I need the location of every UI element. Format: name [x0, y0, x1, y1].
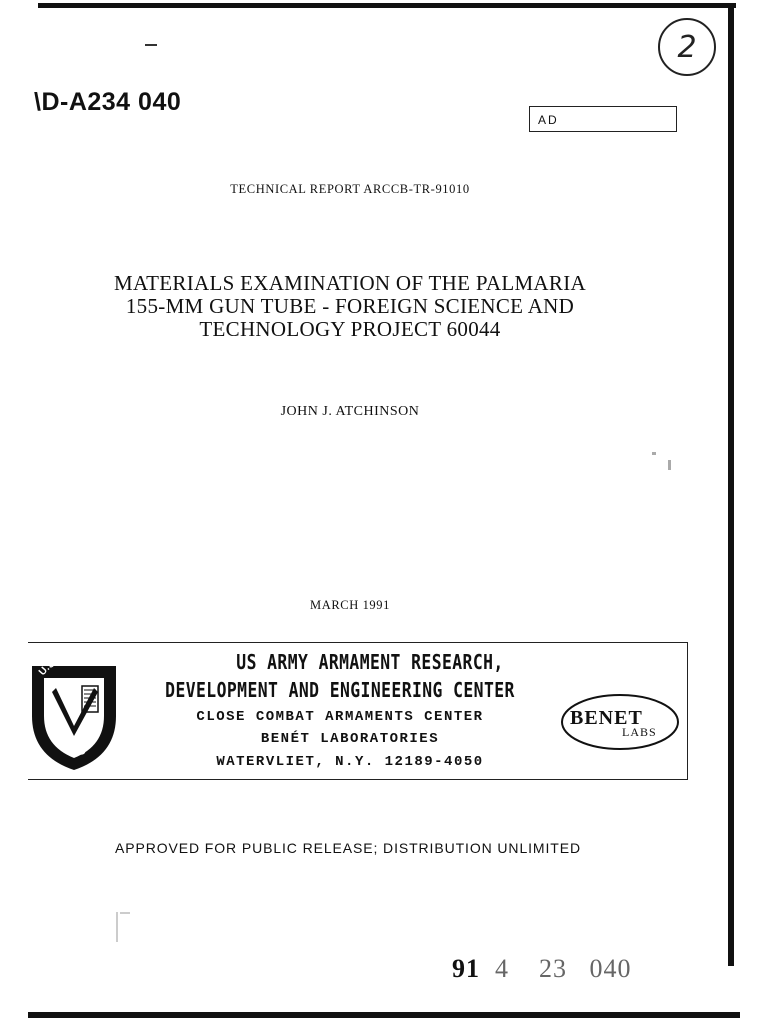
report-title	[60, 272, 640, 341]
stamp-day: 23	[539, 954, 567, 983]
date-stamp	[452, 954, 632, 984]
right-border-rule	[728, 6, 734, 966]
emblem-bottom-text: ARDEC	[49, 734, 87, 759]
scan-artifact	[120, 912, 130, 914]
page-number-circle	[658, 18, 716, 76]
title-line: MATERIALS EXAMINATION OF THE PALMARIA	[114, 271, 586, 295]
org-address: WATERVLIET, N.Y. 12189-4050	[216, 754, 484, 770]
benet-logo-sub-text: LABS	[622, 725, 657, 739]
scan-mark	[145, 44, 157, 46]
ardec-shield-emblem	[28, 652, 120, 777]
page-number: 2	[677, 29, 697, 65]
author-name: JOHN J. ATCHINSON	[280, 404, 420, 419]
ad-box-label: AD	[538, 113, 559, 127]
title-line: TECHNOLOGY PROJECT 60044	[199, 317, 501, 341]
org-name-line2: DEVELOPMENT AND ENGINEERING CENTER	[165, 678, 515, 702]
org-name-line1: US ARMY ARMAMENT RESEARCH,	[236, 650, 504, 674]
org-name-line3: CLOSE COMBAT ARMAMENTS CENTER	[196, 709, 484, 725]
top-border-rule	[38, 3, 736, 8]
distribution-statement: APPROVED FOR PUBLIC RELEASE; DISTRIBUTION UNLIMITED	[115, 840, 581, 856]
report-date: MARCH 1991	[310, 598, 390, 612]
title-line: 155-MM GUN TUBE - FOREIGN SCIENCE AND	[125, 294, 575, 318]
accession-number: \D-A234 040	[34, 88, 182, 116]
bottom-border-rule	[28, 1012, 740, 1018]
scan-artifact	[116, 912, 118, 942]
org-name-line4: BENÉT LABORATORIES	[260, 731, 440, 747]
scan-speck	[668, 460, 671, 470]
stamp-year: 91	[452, 954, 480, 983]
stamp-sequence: 040	[589, 954, 632, 983]
stamp-month: 4	[495, 954, 509, 983]
report-number: TECHNICAL REPORT ARCCB-TR-91010	[230, 182, 470, 196]
benet-logo-main-text: BENET	[570, 707, 643, 729]
benet-labs-logo	[560, 692, 680, 757]
ad-box	[529, 106, 677, 132]
emblem-top-text: U.S. ARMY	[37, 652, 92, 678]
scan-speck	[652, 452, 656, 455]
